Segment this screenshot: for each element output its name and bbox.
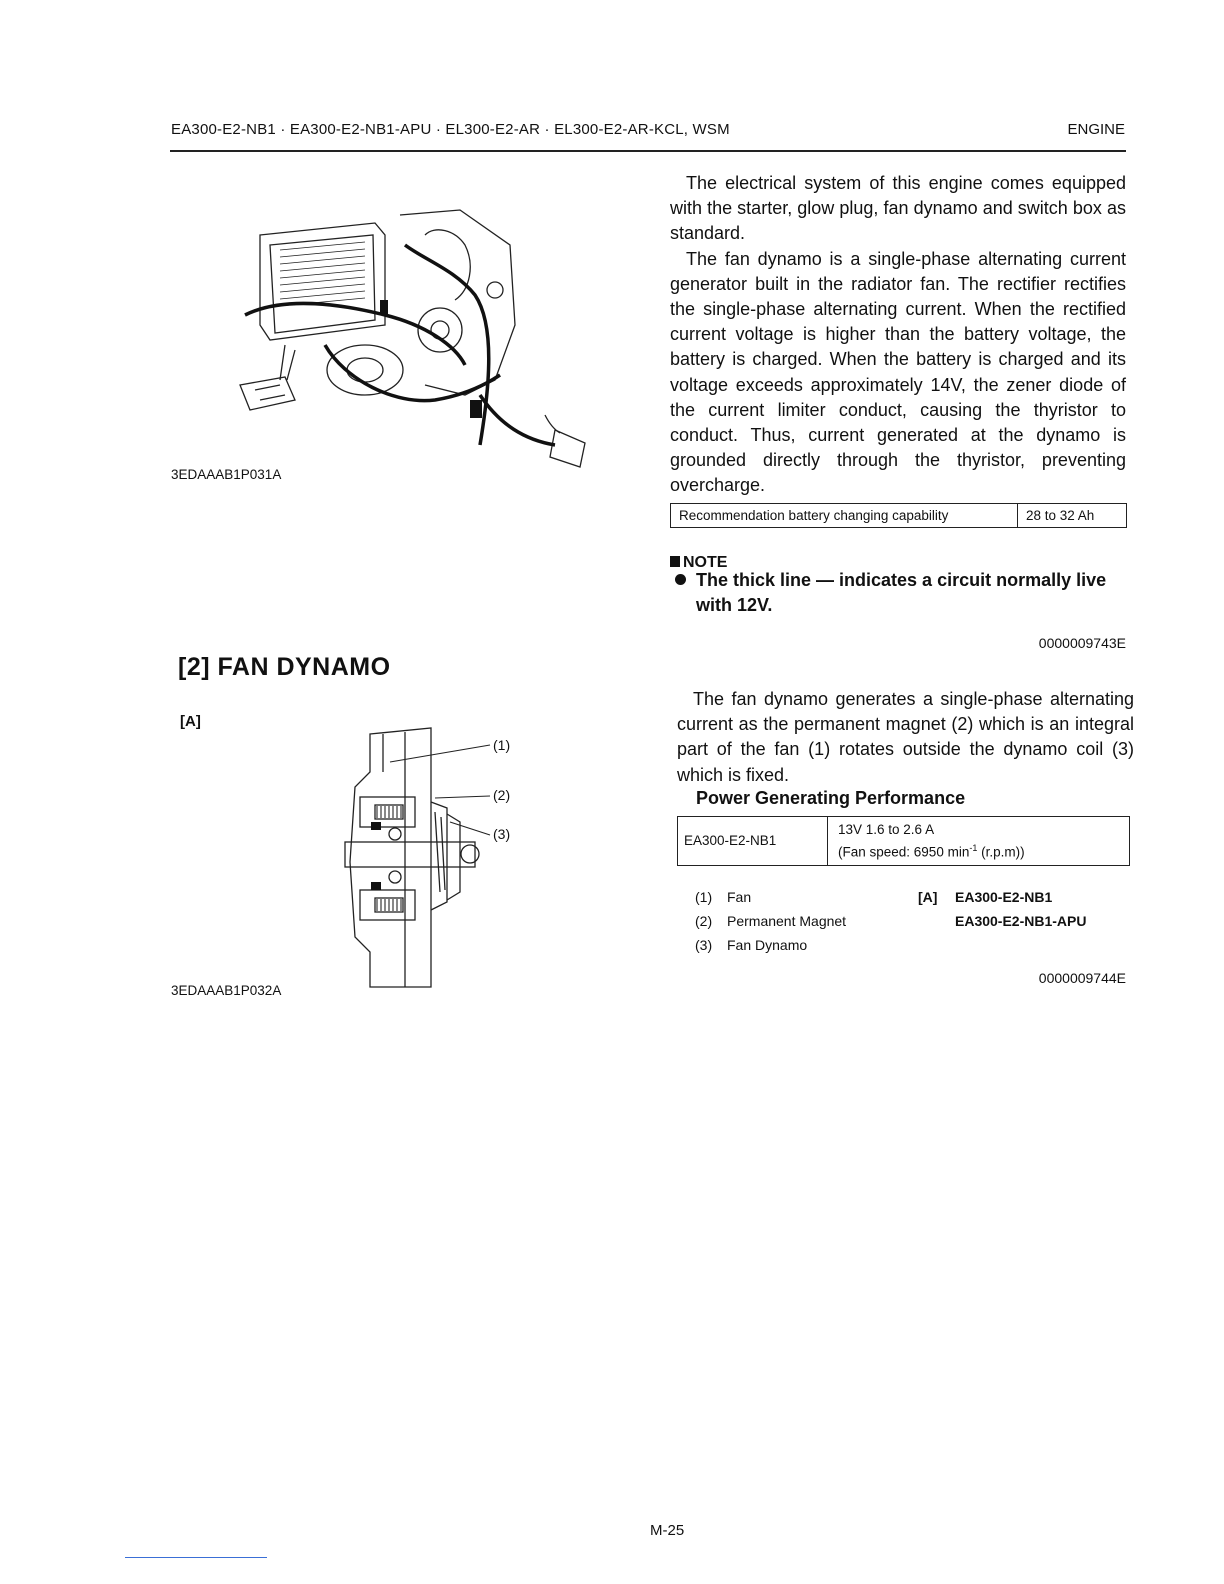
- footer-rule: [125, 1557, 267, 1558]
- intro-paragraph-1: The electrical system of this engine comes equipped with the starter, glow plug, fan dynamo and switch box as standard.: [670, 173, 1126, 244]
- intro-paragraph-2: The fan dynamo is a single-phase alternating current generator built in the radiator fan. The rectifier rectifies the single-phase alternating current. When the rectified current voltage is higher than the battery voltage, the battery is charged. When the battery is charged and its voltage exceeds approximately 14V, the zener diode of the current limiter conduct, causing the thyristor to conduct. Thus, current generated at the dynamo is grounded directly through the thyristor, preventing overcharge.: [670, 248, 1126, 496]
- fan-speed-exponent: -1: [969, 843, 978, 853]
- legend-number: (3): [695, 937, 713, 953]
- page-number: M-25: [650, 1522, 685, 1539]
- performance-table: [677, 816, 1130, 866]
- note-reference-code: 0000009743E: [1038, 635, 1126, 651]
- running-header-section: ENGINE: [1067, 121, 1125, 138]
- legend-item: [695, 933, 846, 957]
- running-header-title: EA300-E2-NB1 · EA300-E2-NB1-APU · EL300-E2-AR · EL300-E2-AR-KCL, WSM: [171, 121, 730, 138]
- intro-text: [670, 171, 1126, 499]
- bullet-icon: [675, 574, 686, 585]
- note-body: [675, 568, 1137, 618]
- legend-tag: [A]: [918, 889, 938, 905]
- figure-tag: [A]: [180, 713, 201, 730]
- legend-model-row: [918, 909, 1086, 933]
- callout-1: (1): [493, 737, 511, 753]
- electrical-wiring-illustration: [225, 205, 595, 470]
- fan-speed-unit: (r.p.m)): [977, 844, 1025, 860]
- fan-speed-text: (Fan speed: 6950 min: [838, 844, 970, 860]
- legend-model: EA300-E2-NB1: [955, 889, 1053, 905]
- note-square-icon: [670, 556, 680, 567]
- legend-number: (1): [695, 889, 713, 905]
- legend-item: [695, 909, 846, 933]
- legend-item: [695, 885, 846, 909]
- battery-capability-table: [670, 503, 1127, 528]
- fan-dynamo-cross-section: [335, 722, 535, 990]
- section-title: [2] FAN DYNAMO: [178, 653, 391, 681]
- performance-model: EA300-E2-NB1: [678, 817, 828, 866]
- section-reference-code: 0000009744E: [1038, 970, 1126, 986]
- battery-table-label: Recommendation battery changing capability: [671, 504, 1018, 528]
- figure-1-code: 3EDAAAB1P031A: [171, 467, 282, 482]
- legend-list: [695, 885, 846, 957]
- performance-fan-speed: [838, 839, 1119, 862]
- fan-dynamo-paragraph: The fan dynamo generates a single-phase alternating current as the permanent magnet (2) which is an integral part of the fan (1) rotates outside the dynamo coil (3) which is fixed.: [677, 689, 1134, 785]
- note-text: The thick line — indicates a circuit normally live with 12V.: [696, 570, 1107, 615]
- callout-3: (3): [493, 826, 511, 842]
- header-divider: [170, 150, 1126, 152]
- fan-dynamo-description: [677, 687, 1134, 788]
- performance-heading: Power Generating Performance: [696, 788, 966, 808]
- figure-2-code: 3EDAAAB1P032A: [171, 983, 282, 998]
- battery-table-value: 28 to 32 Ah: [1018, 504, 1127, 528]
- performance-values: [828, 817, 1130, 866]
- legend-label: Fan: [727, 889, 752, 905]
- legend-label: Permanent Magnet: [727, 913, 847, 929]
- legend-model: EA300-E2-NB1-APU: [955, 913, 1087, 929]
- legend-label: Fan Dynamo: [727, 937, 808, 953]
- callout-2: (2): [493, 787, 511, 803]
- legend-model-row: [918, 885, 1086, 909]
- note-heading-text: NOTE: [683, 554, 728, 571]
- legend-number: (2): [695, 913, 713, 929]
- performance-output: 13V 1.6 to 2.6 A: [838, 822, 935, 837]
- legend-models: [918, 885, 1086, 933]
